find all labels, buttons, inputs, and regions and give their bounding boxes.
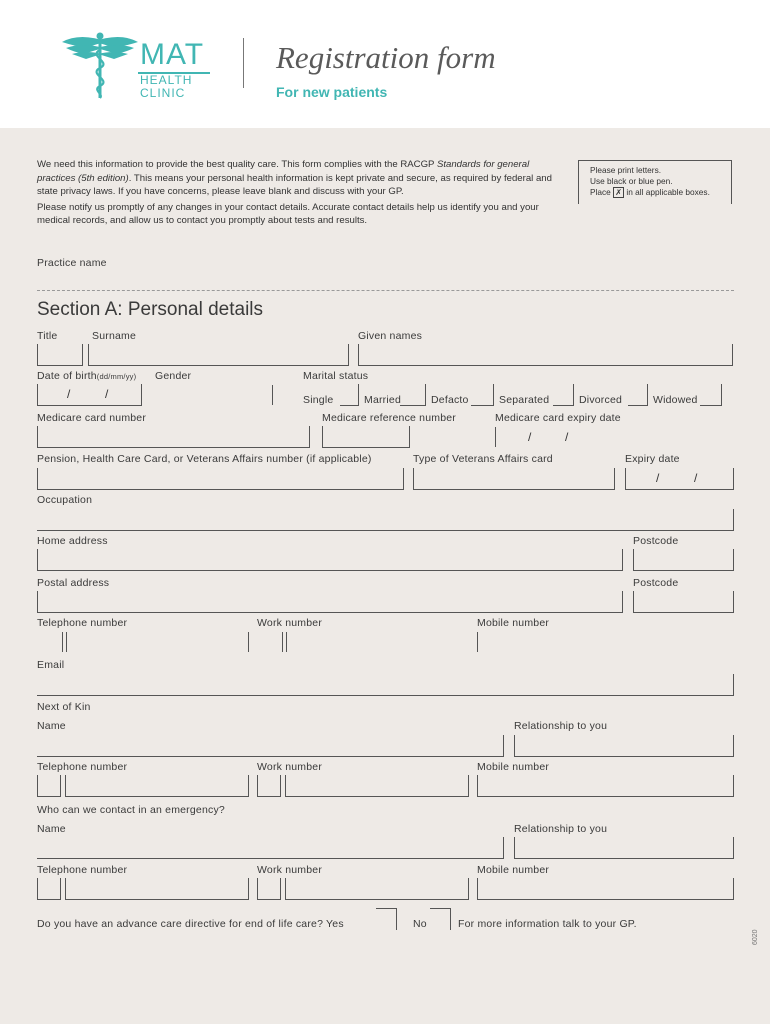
medicare-expiry-field[interactable] <box>495 427 496 447</box>
pension-field[interactable] <box>37 468 404 490</box>
checkbox-widowed[interactable] <box>700 384 722 406</box>
kin-relationship-field[interactable] <box>514 735 734 757</box>
marital-option-divorced[interactable]: Divorced <box>579 394 623 406</box>
medicare-number-field[interactable] <box>37 426 310 448</box>
emergency-telephone-label: Telephone number <box>37 864 128 876</box>
marital-option-separated[interactable]: Separated <box>499 394 550 406</box>
emergency-contact-label: Who can we contact in an emergency? <box>37 804 225 816</box>
section-a-title: Section A: Personal details <box>37 299 264 320</box>
checkbox-defacto[interactable] <box>471 384 494 406</box>
given-names-field[interactable] <box>358 344 733 366</box>
kin-name-label: Name <box>37 720 66 732</box>
occupation-label: Occupation <box>37 494 93 506</box>
advance-care-yes-checkbox[interactable] <box>376 908 397 930</box>
postal-postcode-field[interactable] <box>633 591 734 613</box>
email-label: Email <box>37 659 65 671</box>
advance-care-no-label: No <box>413 918 427 930</box>
emergency-telephone-field[interactable] <box>65 878 249 900</box>
home-postcode-field[interactable] <box>633 549 734 571</box>
pension-label: Pension, Health Care Card, or Veterans Affairs number (if applicable) <box>37 453 372 465</box>
kin-telephone-label: Telephone number <box>37 761 128 773</box>
emergency-work-label: Work number <box>257 864 323 876</box>
gender-label: Gender <box>155 370 192 382</box>
checkbox-married[interactable] <box>400 384 426 406</box>
intro-text <box>37 158 562 230</box>
marital-option-defacto[interactable]: Defacto <box>431 394 469 406</box>
emergency-relationship-field[interactable] <box>514 837 734 859</box>
home-address-label: Home address <box>37 535 108 547</box>
header <box>0 0 770 128</box>
practice-name-label: Practice name <box>37 257 107 269</box>
form-code: 6020 <box>752 929 759 945</box>
kin-telephone-field[interactable] <box>65 775 249 797</box>
kin-work-area-field[interactable] <box>257 775 281 797</box>
marital-option-single[interactable]: Single <box>303 394 334 406</box>
dob-label: Date of birth(dd/mm/yy) <box>37 370 137 382</box>
surname-label: Surname <box>92 330 137 342</box>
veterans-type-field[interactable] <box>413 468 615 490</box>
intro-paragraph-1: We need this information to provide the best quality care. This form complies with the RACGP Standards for general practices (5th edition). This means your personal health information is kept private and secure, as required by federal and state privacy laws. If you have concerns, please leave blank and discuss with your GP. <box>37 159 552 197</box>
home-postcode-label: Postcode <box>633 535 679 547</box>
given-names-label: Given names <box>358 330 423 342</box>
next-of-kin-label: Next of Kin <box>37 701 91 713</box>
checkbox-single[interactable] <box>340 384 359 406</box>
emergency-work-area-field[interactable] <box>257 878 281 900</box>
medicare-expiry-label: Medicare card expiry date <box>495 412 621 424</box>
mobile-number-field[interactable] <box>477 632 478 652</box>
more-info-text: For more information talk to your GP. <box>458 918 637 930</box>
logo-clinic-text: CLINIC <box>140 86 186 100</box>
emergency-mobile-field[interactable] <box>477 878 734 900</box>
telephone-label: Telephone number <box>37 617 128 629</box>
checkbox-separated[interactable] <box>553 384 574 406</box>
advance-care-no-checkbox[interactable] <box>430 908 451 930</box>
title-field[interactable] <box>37 344 83 366</box>
kin-mobile-label: Mobile number <box>477 761 550 773</box>
instructions-box: Please print letters. Use black or blue pen. Place ✗ in all applicable boxes. <box>578 160 732 204</box>
header-divider <box>243 38 244 88</box>
telephone-field[interactable] <box>62 632 63 652</box>
title-label: Title <box>37 330 58 342</box>
emergency-name-field[interactable] <box>37 837 504 859</box>
emergency-relationship-label: Relationship to you <box>514 823 608 835</box>
marital-option-married[interactable]: Married <box>364 394 401 406</box>
medicare-reference-label: Medicare reference number <box>322 412 456 424</box>
page-title: Registration form <box>276 40 496 75</box>
work-number-field[interactable] <box>282 632 283 652</box>
logo-health-text: HEALTH <box>140 73 193 87</box>
dob-field[interactable] <box>37 384 142 406</box>
gender-field[interactable] <box>272 385 273 405</box>
occupation-field[interactable] <box>37 509 734 531</box>
page-subtitle: For new patients <box>276 84 388 100</box>
medicare-reference-field[interactable] <box>322 426 410 448</box>
emergency-mobile-label: Mobile number <box>477 864 550 876</box>
expiry-date-field[interactable] <box>625 468 734 490</box>
postal-address-field[interactable] <box>37 591 623 613</box>
kin-name-field[interactable] <box>37 735 504 757</box>
cross-mark-icon: ✗ <box>613 187 624 198</box>
logo-wordmark: MAT <box>140 38 205 71</box>
medicare-number-label: Medicare card number <box>37 412 147 424</box>
emergency-name-label: Name <box>37 823 66 835</box>
checkbox-divorced[interactable] <box>628 384 648 406</box>
kin-mobile-field[interactable] <box>477 775 734 797</box>
marital-status-label: Marital status <box>303 370 369 382</box>
mobile-number-label: Mobile number <box>477 617 550 629</box>
marital-option-widowed[interactable]: Widowed <box>653 394 698 406</box>
surname-field[interactable] <box>88 344 349 366</box>
postal-postcode-label: Postcode <box>633 577 679 589</box>
postal-address-label: Postal address <box>37 577 110 589</box>
intro-paragraph-2: Please notify us promptly of any changes in your contact details. Accurate contact details help us identify you and your medical records, and allow us to contact you promptly about tests and results. <box>37 201 539 226</box>
veterans-type-label: Type of Veterans Affairs card <box>413 453 553 465</box>
kin-relationship-label: Relationship to you <box>514 720 608 732</box>
emergency-telephone-area-field[interactable] <box>37 878 61 900</box>
kin-work-field[interactable] <box>285 775 469 797</box>
work-number-label: Work number <box>257 617 323 629</box>
email-field[interactable] <box>37 674 734 696</box>
home-address-field[interactable] <box>37 549 623 571</box>
expiry-date-label: Expiry date <box>625 453 680 465</box>
emergency-work-field[interactable] <box>285 878 469 900</box>
kin-work-label: Work number <box>257 761 323 773</box>
advance-care-question: Do you have an advance care directive for end of life care? Yes <box>37 918 344 930</box>
practice-name-field[interactable] <box>37 290 734 291</box>
kin-telephone-area-field[interactable] <box>37 775 61 797</box>
